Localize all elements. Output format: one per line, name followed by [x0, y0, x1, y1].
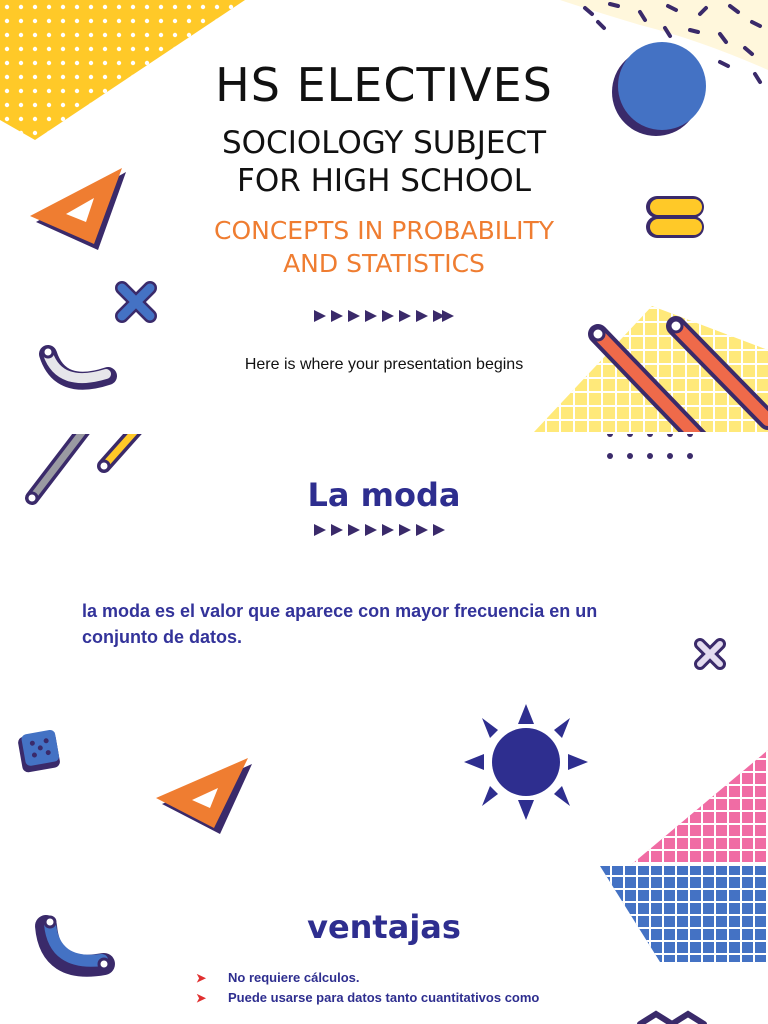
moda-heading: La moda: [307, 476, 461, 514]
blue-x-shape: [122, 288, 150, 316]
concepts-line-2: AND STATISTICS: [283, 249, 485, 278]
slide-title: HS ELECTIVES: [215, 58, 553, 112]
arrow-row-decoration: [314, 310, 454, 322]
ventajas-heading: ventajas: [307, 908, 461, 946]
navy-zigzag-shape: [640, 1014, 704, 1024]
arrow-bullet-icon: ➤: [196, 971, 207, 985]
list-item: [196, 968, 539, 988]
list-item-text: No requiere cálculos.: [228, 970, 360, 985]
navy-dots-decoration: [607, 434, 693, 459]
navy-sun-shape: [464, 704, 588, 820]
presentation-tagline: Here is where your presentation begins: [244, 356, 524, 373]
concepts-heading: [0, 214, 768, 280]
content-slide: [0, 434, 768, 1024]
blue-dice-shape: [17, 729, 61, 773]
moda-definition: la moda es el valor que aparece con mayor frecuencia en un conjunto de datos.: [82, 601, 598, 647]
arrow-bullet-icon: ➤: [196, 991, 207, 1005]
pink-grid-triangle-shape: [632, 750, 768, 864]
arrow-row-decoration: [314, 524, 445, 536]
subtitle-line-2: FOR HIGH SCHOOL: [237, 163, 531, 199]
lavender-x-shape: [700, 644, 720, 664]
subtitle-line-1: SOCIOLOGY SUBJECT: [221, 125, 547, 161]
orange-triangle-ruler-shape: [156, 758, 252, 834]
title-slide: [0, 0, 768, 432]
list-item-text: Puede usarse para datos tanto cuantitativos como: [228, 990, 540, 1005]
list-item: [196, 988, 539, 1008]
slide-subtitle: [0, 124, 768, 200]
ventajas-list: [196, 968, 539, 1008]
concepts-line-1: CONCEPTS IN PROBABILITY: [213, 216, 554, 245]
